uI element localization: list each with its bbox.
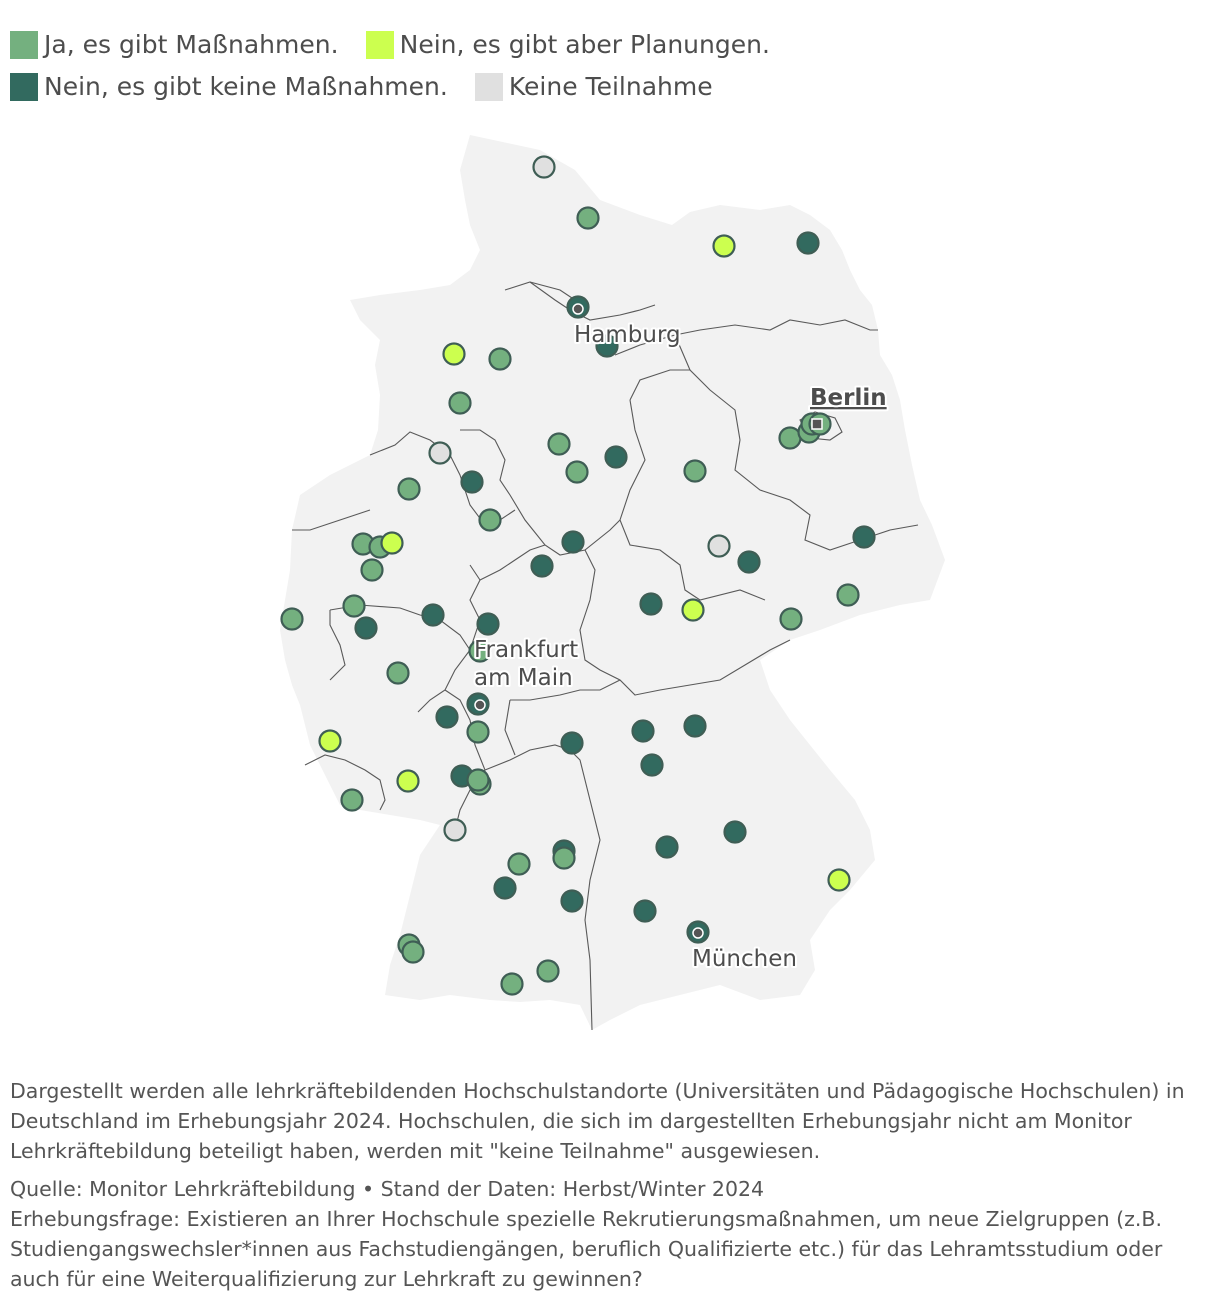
marker-ja[interactable]: [685, 461, 706, 482]
marker-keine[interactable]: [633, 721, 654, 742]
marker-planung[interactable]: [714, 236, 735, 257]
marker-ja[interactable]: [578, 208, 599, 229]
marker-ja[interactable]: [780, 428, 801, 449]
marker-keine[interactable]: [854, 527, 875, 548]
marker-keine[interactable]: [685, 716, 706, 737]
marker-keine[interactable]: [532, 556, 553, 577]
marker-keine[interactable]: [642, 755, 663, 776]
marker-planung[interactable]: [398, 771, 419, 792]
marker-ja[interactable]: [480, 510, 501, 531]
legend-label-planung: Nein, es gibt aber Planungen.: [399, 30, 770, 59]
marker-keine[interactable]: [437, 707, 458, 728]
marker-keine[interactable]: [657, 837, 678, 858]
marker-ja[interactable]: [388, 663, 409, 684]
footer-description: Dargestellt werden alle lehrkräftebildenden Hochschulstandorte (Universitäten und Pädagogische Hochschulen) in Deutschland im Erhebungsjahr 2024. Hochschulen, die sich im dargestellten Erhebungsjahr nicht am Monitor Lehrkräftebildung beteiligt haben, werden mit "keine Teilnahme" ausgewiesen.: [10, 1079, 1185, 1163]
germany-map: [0, 120, 1220, 1050]
footer-question: Erhebungsfrage: Existieren an Ihrer Hochschule spezielle Rekrutierungsmaßnahmen, um neue Zielgruppen (z.B. Studiengangswechsler*innen aus Fachstudiengängen, beruflich Qualifizierte etc.) für das Lehramtsstudium oder auch für eine Weiterqualifizierung zur Lehrkraft zu gewinnen?: [10, 1207, 1163, 1291]
marker-teilnahme[interactable]: [534, 157, 555, 178]
legend-label-keine: Nein, es gibt keine Maßnahmen.: [44, 72, 448, 101]
city-label-muenchen: München: [692, 946, 797, 972]
marker-teilnahme[interactable]: [709, 536, 730, 557]
footer-source: Quelle: Monitor Lehrkräftebildung • Stand der Daten: Herbst/Winter 2024: [10, 1177, 765, 1201]
city-label-frankfurt-line1: Frankfurt: [474, 637, 579, 663]
footer: [10, 1076, 1210, 1294]
marker-teilnahme[interactable]: [445, 820, 466, 841]
marker-ja[interactable]: [399, 479, 420, 500]
city-marker-frankfurt: [475, 700, 485, 710]
marker-ja[interactable]: [549, 434, 570, 455]
germany-outline: [280, 135, 945, 1030]
city-label-berlin: Berlin: [810, 385, 887, 411]
marker-keine[interactable]: [478, 614, 499, 635]
legend-label-ja: Ja, es gibt Maßnahmen.: [44, 30, 339, 59]
legend-swatch-planung: [366, 31, 394, 59]
city-label-frankfurt-line2: am Main: [474, 665, 573, 691]
legend-item-ja[interactable]: [10, 30, 339, 60]
marker-ja[interactable]: [468, 722, 489, 743]
marker-keine[interactable]: [739, 552, 760, 573]
legend-swatch-teilnahme: [475, 73, 503, 101]
marker-keine[interactable]: [462, 472, 483, 493]
legend-swatch-keine: [10, 73, 38, 101]
legend: [10, 30, 1210, 114]
marker-keine[interactable]: [356, 618, 377, 639]
city-label-hamburg: Hamburg: [574, 322, 681, 348]
city-marker-berlin: [812, 419, 822, 429]
marker-ja[interactable]: [282, 609, 303, 630]
marker-planung[interactable]: [444, 344, 465, 365]
marker-keine[interactable]: [641, 594, 662, 615]
marker-planung[interactable]: [829, 870, 850, 891]
marker-teilnahme[interactable]: [430, 443, 451, 464]
marker-ja[interactable]: [567, 462, 588, 483]
marker-ja[interactable]: [490, 349, 511, 370]
marker-planung[interactable]: [382, 533, 403, 554]
marker-ja[interactable]: [554, 848, 575, 869]
marker-ja[interactable]: [502, 974, 523, 995]
marker-keine[interactable]: [423, 605, 444, 626]
marker-keine[interactable]: [563, 532, 584, 553]
marker-ja[interactable]: [403, 942, 424, 963]
marker-keine[interactable]: [562, 733, 583, 754]
marker-ja[interactable]: [468, 770, 489, 791]
marker-keine[interactable]: [495, 878, 516, 899]
legend-item-teilnahme[interactable]: [475, 72, 713, 102]
marker-ja[interactable]: [362, 560, 383, 581]
marker-ja[interactable]: [538, 961, 559, 982]
marker-ja[interactable]: [781, 609, 802, 630]
city-marker-muenchen: [693, 928, 703, 938]
marker-ja[interactable]: [344, 596, 365, 617]
marker-planung[interactable]: [320, 731, 341, 752]
legend-item-planung[interactable]: [366, 30, 770, 60]
marker-ja[interactable]: [838, 585, 859, 606]
legend-label-teilnahme: Keine Teilnahme: [508, 72, 713, 101]
marker-keine[interactable]: [606, 447, 627, 468]
marker-keine[interactable]: [725, 822, 746, 843]
marker-ja[interactable]: [342, 790, 363, 811]
marker-ja[interactable]: [450, 393, 471, 414]
legend-item-keine[interactable]: [10, 72, 448, 102]
marker-ja[interactable]: [509, 854, 530, 875]
legend-swatch-ja: [10, 31, 38, 59]
marker-planung[interactable]: [683, 600, 704, 621]
marker-keine[interactable]: [562, 891, 583, 912]
city-marker-hamburg: [573, 304, 583, 314]
marker-keine[interactable]: [798, 233, 819, 254]
marker-keine[interactable]: [635, 901, 656, 922]
